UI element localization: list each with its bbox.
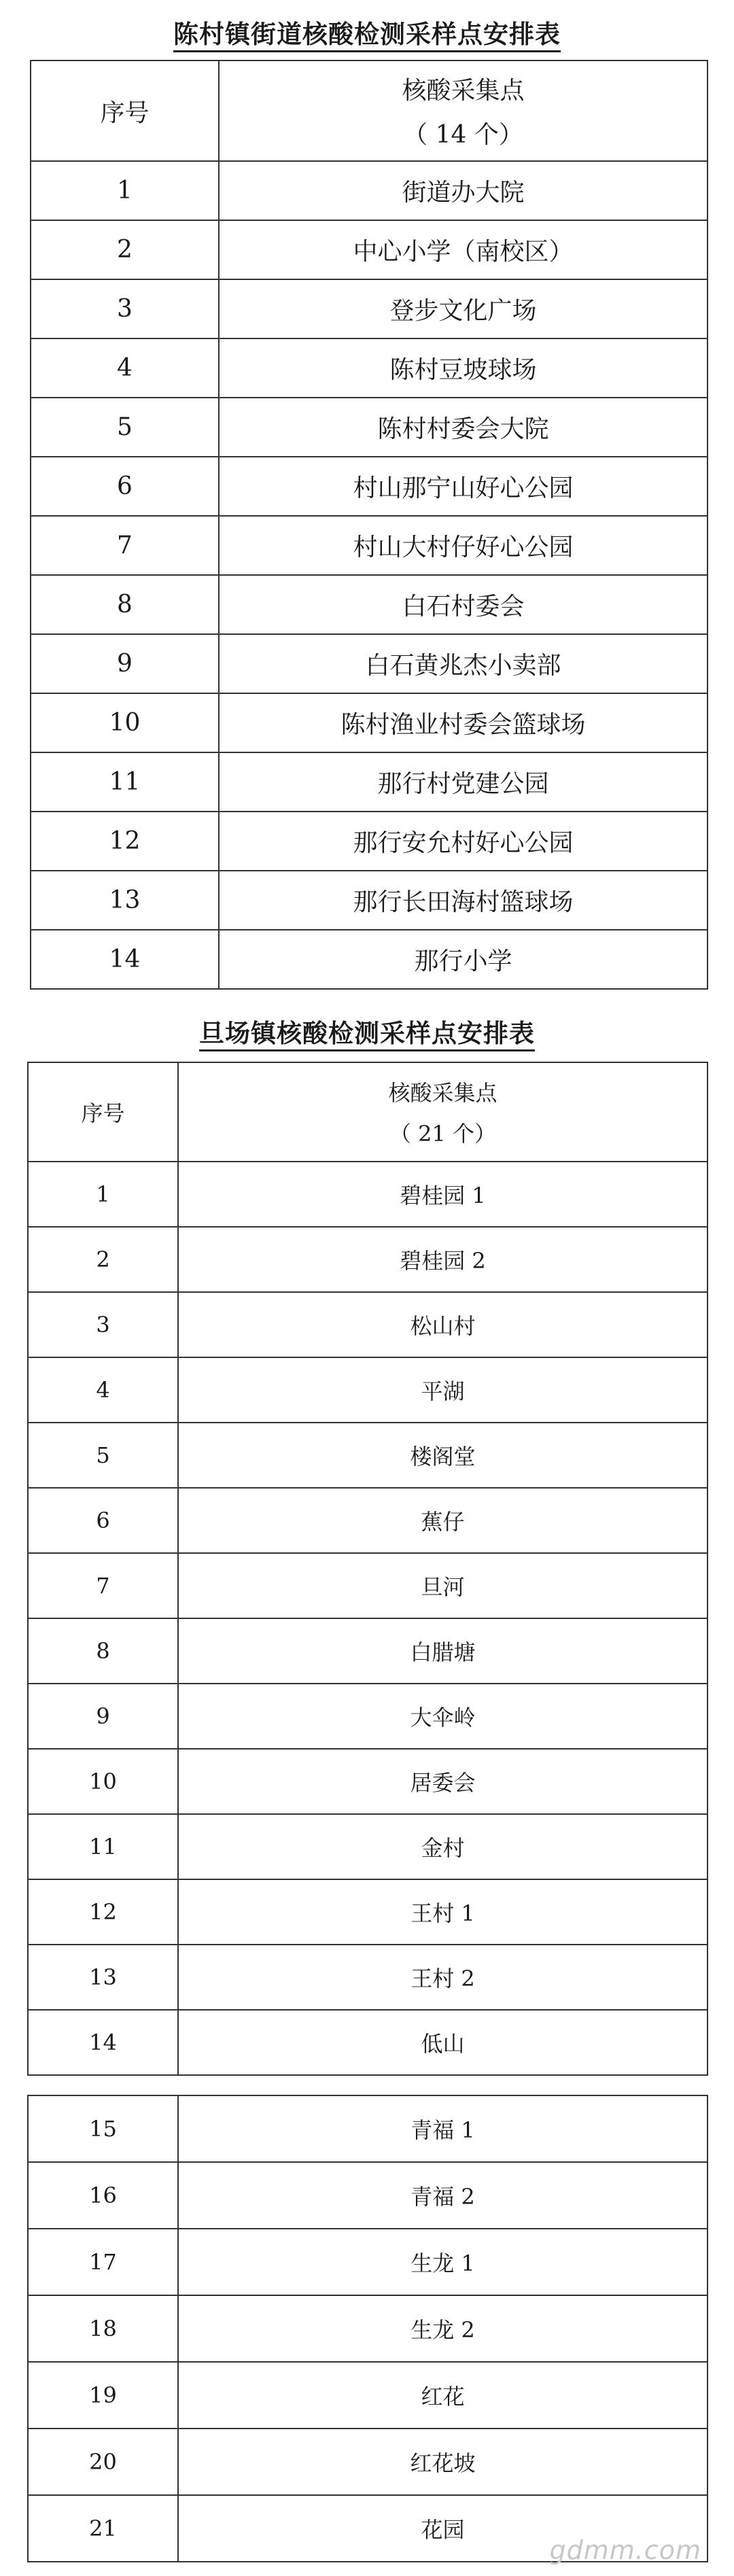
table-row (31, 398, 707, 457)
table-row (28, 1488, 707, 1553)
row-number: 1 (28, 1162, 178, 1227)
table-row (28, 1814, 707, 1879)
table-row (31, 279, 707, 338)
header-no: 序号 (31, 60, 219, 161)
table-row (28, 1423, 707, 1488)
row-number: 5 (31, 398, 219, 457)
row-number: 8 (31, 575, 219, 634)
table-row (28, 1618, 707, 1684)
row-number: 10 (28, 1749, 178, 1814)
danchang-sampling-sites-table (27, 1062, 708, 2076)
row-number: 18 (28, 2295, 178, 2362)
table-row (28, 2010, 707, 2075)
row-number: 15 (28, 2095, 178, 2162)
table-row (28, 2429, 707, 2495)
site-name: 那行小学 (219, 930, 707, 989)
row-number: 20 (28, 2429, 178, 2495)
row-number: 9 (28, 1684, 178, 1749)
site-name: 白腊塘 (178, 1618, 707, 1684)
table-header-row (28, 1062, 707, 1162)
site-name: 松山村 (178, 1292, 707, 1357)
site-name: 生龙 2 (178, 2295, 707, 2362)
row-number: 16 (28, 2162, 178, 2229)
table-row (28, 1684, 707, 1749)
row-number: 11 (28, 1814, 178, 1879)
site-name: 青福 2 (178, 2162, 707, 2229)
table-row (31, 693, 707, 752)
table2-title: 旦场镇核酸检测采样点安排表 (0, 1013, 734, 1049)
site-name: 那行安允村好心公园 (219, 812, 707, 871)
site-name: 碧桂园 1 (178, 1162, 707, 1227)
table-row (31, 220, 707, 279)
site-name: 白石黄兆杰小卖部 (219, 634, 707, 693)
table-row (31, 812, 707, 871)
header-count: （ 14 个） (403, 121, 523, 149)
site-name: 街道办大院 (219, 161, 707, 220)
site-name: 楼阁堂 (178, 1423, 707, 1488)
site-name: 那行长田海村篮球场 (219, 871, 707, 930)
table-row (31, 457, 707, 516)
site-name: 平湖 (178, 1357, 707, 1423)
table1-title: 陈村镇街道核酸检测采样点安排表 (0, 14, 734, 50)
table-row (31, 338, 707, 398)
header-count: （ 21 个） (389, 1121, 497, 1147)
row-number: 11 (31, 752, 219, 812)
row-number: 7 (28, 1553, 178, 1618)
site-name: 中心小学（南校区） (219, 220, 707, 279)
table-header-row (31, 60, 707, 161)
row-number: 14 (28, 2010, 178, 2075)
table-row (28, 2229, 707, 2295)
table-row (31, 871, 707, 930)
header-site: 核酸采集点 （ 14 个） (219, 60, 707, 161)
site-name: 碧桂园 2 (178, 1227, 707, 1292)
row-number: 4 (28, 1357, 178, 1423)
header-no: 序号 (28, 1062, 178, 1162)
danchang-sampling-sites-table-continued (27, 2095, 708, 2562)
row-number: 2 (31, 220, 219, 279)
table-row (28, 2095, 707, 2162)
row-number: 17 (28, 2229, 178, 2295)
row-number: 14 (31, 930, 219, 989)
table-row (28, 1227, 707, 1292)
site-name: 居委会 (178, 1749, 707, 1814)
table-row (31, 161, 707, 220)
table-row (31, 634, 707, 693)
site-name: 生龙 1 (178, 2229, 707, 2295)
site-name: 青福 1 (178, 2095, 707, 2162)
table-row (28, 2295, 707, 2362)
row-number: 6 (31, 457, 219, 516)
table-row (28, 1357, 707, 1423)
table-row (31, 930, 707, 989)
site-name: 红花坡 (178, 2429, 707, 2495)
site-name: 王村 1 (178, 1879, 707, 1945)
row-number: 2 (28, 1227, 178, 1292)
row-number: 13 (31, 871, 219, 930)
table-row (28, 2362, 707, 2429)
site-name: 登步文化广场 (219, 279, 707, 338)
row-number: 6 (28, 1488, 178, 1553)
row-number: 3 (31, 279, 219, 338)
chencun-sampling-sites-table (30, 60, 708, 990)
row-number: 7 (31, 516, 219, 575)
site-name: 陈村村委会大院 (219, 398, 707, 457)
row-number: 8 (28, 1618, 178, 1684)
row-number: 9 (31, 634, 219, 693)
site-name: 王村 2 (178, 1945, 707, 2010)
table-row (28, 1292, 707, 1357)
site-name: 陈村渔业村委会篮球场 (219, 693, 707, 752)
site-name: 白石村委会 (219, 575, 707, 634)
site-name: 低山 (178, 2010, 707, 2075)
row-number: 5 (28, 1423, 178, 1488)
row-number: 1 (31, 161, 219, 220)
site-name: 花园 (178, 2495, 707, 2562)
row-number: 21 (28, 2495, 178, 2562)
table-row (28, 1945, 707, 2010)
row-number: 10 (31, 693, 219, 752)
row-number: 12 (28, 1879, 178, 1945)
site-name: 大伞岭 (178, 1684, 707, 1749)
table-row (31, 575, 707, 634)
row-number: 19 (28, 2362, 178, 2429)
site-name: 红花 (178, 2362, 707, 2429)
site-name: 那行村党建公园 (219, 752, 707, 812)
watermark: gdmm.com (549, 2535, 701, 2565)
header-site: 核酸采集点 （ 21 个） (178, 1062, 707, 1162)
row-number: 3 (28, 1292, 178, 1357)
table-row (28, 1553, 707, 1618)
table-row (31, 516, 707, 575)
site-name: 村山大村仔好心公园 (219, 516, 707, 575)
row-number: 12 (31, 812, 219, 871)
table-row (31, 752, 707, 812)
site-name: 蕉仔 (178, 1488, 707, 1553)
row-number: 4 (31, 338, 219, 398)
site-name: 村山那宁山好心公园 (219, 457, 707, 516)
table-row (28, 1162, 707, 1227)
table-row (28, 1879, 707, 1945)
row-number: 13 (28, 1945, 178, 2010)
table-row (28, 2162, 707, 2229)
table-row (28, 1749, 707, 1814)
site-name: 金村 (178, 1814, 707, 1879)
site-name: 旦河 (178, 1553, 707, 1618)
site-name: 陈村豆坡球场 (219, 338, 707, 398)
